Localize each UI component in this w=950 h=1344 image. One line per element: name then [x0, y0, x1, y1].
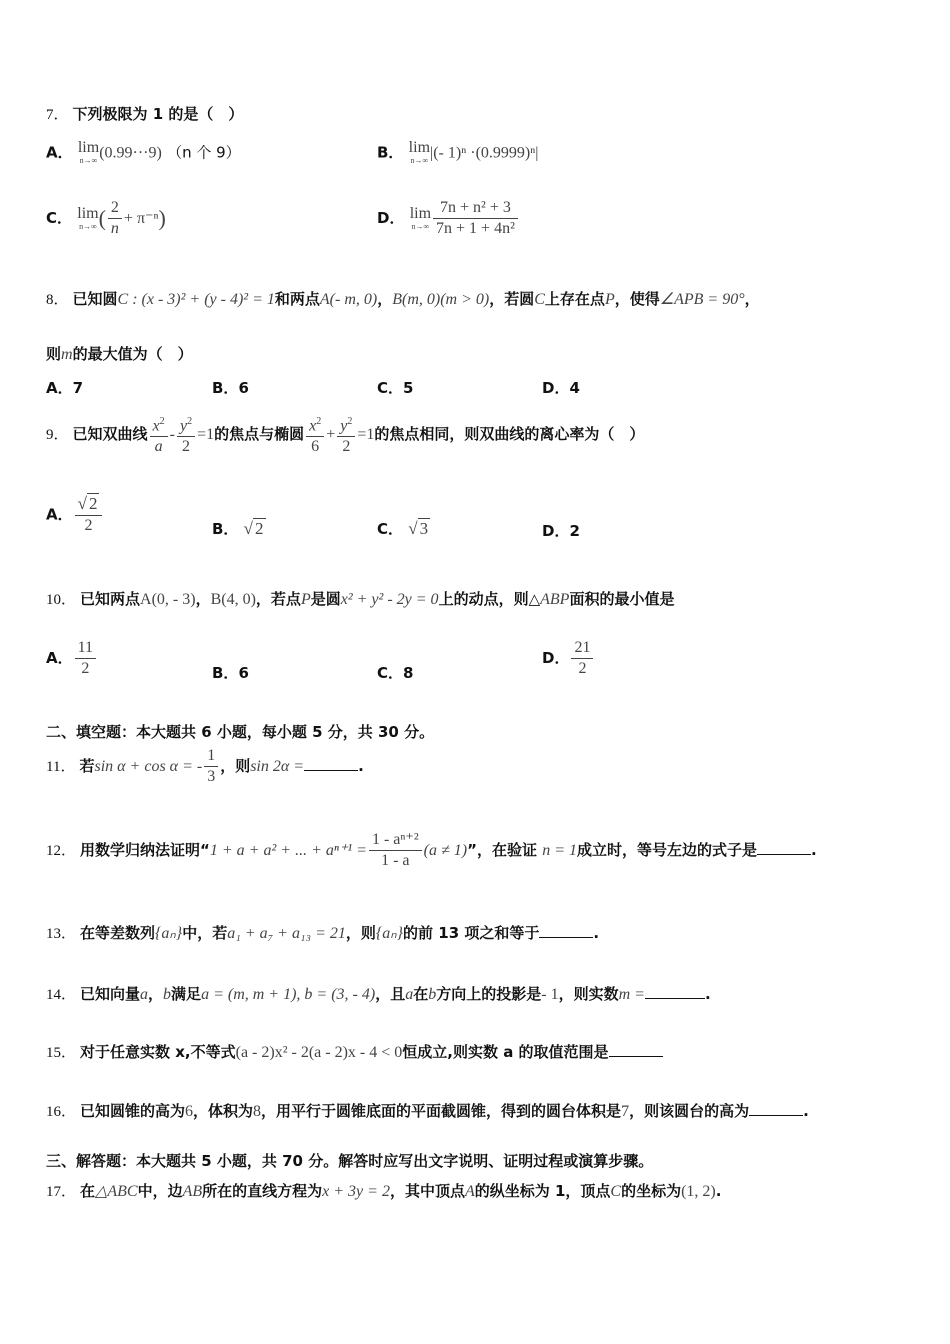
question-17-stem: 17． 在△ABC中，边AB所在的直线方程为x + 3y = 2，其中顶点A的纵坐标为 1，顶点C的坐标为(1, 2). — [46, 1182, 722, 1200]
answer-blank[interactable] — [749, 1101, 803, 1116]
q9-option-b[interactable]: B． √ 2 — [212, 519, 264, 538]
q7-option-b[interactable]: B． lim n→∞ |(- 1)ⁿ ·(0.9999)ⁿ| — [377, 139, 539, 165]
q9-option-d[interactable]: D．2 — [542, 522, 580, 540]
question-16-stem: 16． 已知圆锥的高为6，体积为8，用平行于圆锥底面的平面截圆锥，得到的圆台体积是7，则该圆台的高为 . — [46, 1102, 809, 1120]
q7-option-d[interactable]: D． lim n→∞ $\frac{\text{7n + n² + 3}}{\text{7n + 1 + 4n²}}$ — [377, 198, 520, 239]
question-7-stem: 7． 下列极限为 1 的是（ ） — [46, 105, 244, 123]
q8-option-d[interactable]: D．4 — [542, 379, 580, 397]
answer-blank[interactable] — [539, 923, 593, 938]
q8-option-a[interactable]: A．7 — [46, 379, 84, 397]
answer-blank[interactable] — [645, 984, 705, 999]
lim-symbol: lim n→∞ — [409, 204, 432, 231]
question-8-stem-line2: 则m的最大值为（ ） — [46, 345, 193, 363]
question-10-stem: 10． 已知两点A(0, - 3)，B(4, 0)，若点P是圆x² + y² - 2y = 0上的动点，则△ABP面积的最小值是 — [46, 590, 675, 608]
question-9-stem: 9． 已知双曲线 $\frac{x^2}{a}$ - $\frac{y^2}{2}$ =1的焦点与椭圆 $\frac{x^2}{6}$ + $\frac{y^2}{2}$ =1的焦点相同，则双曲线的离心率为（ ） — [46, 412, 644, 457]
question-12-stem: 12． 用数学归纳法证明“1 + a + a² + ... + aⁿ⁺¹ = $\frac{\text{1 - aⁿ⁺²}}{1 - a}$ (a ≠ 1)”，在验证 n = 1成立时，等号左边的式子是 . — [46, 831, 817, 869]
question-15-stem: 15． 对于任意实数 x,不等式(a - 2)x² - 2(a - 2)x - 4 < 0恒成立,则实数 a 的取值范围是 — [46, 1041, 663, 1062]
section-3-heading: 三、解答题：本大题共 5 小题，共 70 分。解答时应写出文字说明、证明过程或演算步骤。 — [46, 1152, 654, 1170]
q9-option-a[interactable]: A． $\frac{√ 2}{2}$ — [46, 494, 104, 536]
q9-option-c[interactable]: C． √ 3 — [377, 519, 429, 538]
q10-option-a[interactable]: A． $\frac{11}{2}$ — [46, 638, 98, 679]
q10-option-d[interactable]: D． $\frac{21}{2}$ — [542, 638, 595, 679]
q10-option-c[interactable]: C．8 — [377, 664, 414, 682]
question-8-stem: 8． 已知圆C : (x - 3)² + (y - 4)² = 1和两点A(- m, 0)，B(m, 0)(m > 0)，若圆C上存在点P，使得∠APB = 90°， — [46, 290, 760, 308]
answer-blank[interactable] — [304, 756, 358, 771]
answer-blank[interactable] — [757, 840, 811, 855]
answer-blank[interactable] — [609, 1042, 663, 1057]
q8-option-b[interactable]: B．6 — [212, 379, 249, 397]
q10-option-b[interactable]: B．6 — [212, 664, 249, 682]
lim-symbol: lim n→∞ — [77, 139, 100, 165]
question-13-stem: 13． 在等差数列{aₙ}中，若a₁ + a₇ + a₁₃ = 21，则{aₙ}的前 13 项之和等于 . — [46, 924, 600, 942]
lim-symbol: lim n→∞ — [77, 204, 99, 231]
q7-option-c[interactable]: C． lim n→∞ ( $\frac{2}{n}$ + π⁻ⁿ) — [46, 199, 166, 237]
lim-symbol: lim n→∞ — [408, 139, 431, 165]
question-14-stem: 14． 已知向量a，b满足a = (m, m + 1), b = (3, - 4)，且a在b方向上的投影是- 1，则实数m = . — [46, 985, 711, 1003]
section-2-heading: 二、填空题：本大题共 6 小题，每小题 5 分，共 30 分。 — [46, 723, 435, 741]
q8-option-c[interactable]: C．5 — [377, 379, 414, 397]
q7-option-a[interactable]: A． lim n→∞ (0.99···9) （n 个 9） — [46, 139, 241, 165]
question-11-stem: 11． 若sin α + cos α = - $\frac{1}{3}$ ，则sin 2α = . — [46, 747, 364, 785]
